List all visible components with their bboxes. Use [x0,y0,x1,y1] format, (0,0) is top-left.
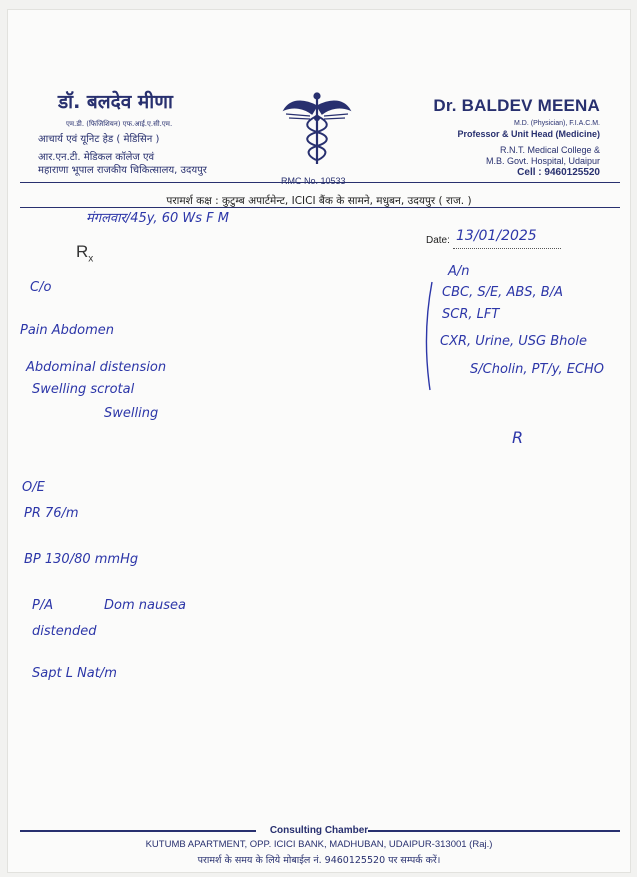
pa-finding: Dom nausea [104,598,186,613]
complaints-heading: C/o [30,280,52,295]
college-hindi: आर.एन.टी. मेडिकल कॉलेज एवं [38,152,155,163]
qualification-english: M.D. (Physician), F.I.A.C.M. [514,120,600,127]
advice-bracket [420,280,434,392]
pulse-rate: PR 76/m [24,506,79,521]
doctor-header-english [350,96,600,178]
date-label: Date: [426,235,450,246]
pa-heading: P/A [32,598,54,613]
doctor-header-hindi [38,88,298,177]
handwritten-mark: R [512,428,524,447]
header-divider-top [20,182,620,183]
doctor-name-english: Dr. BALDEV MEENA [433,96,600,115]
qualification-hindi: एम.डी. (फिजिशियन) एफ.आई.ए.सी.एम. [66,120,173,128]
complaint-item: Abdominal distension [26,360,167,375]
date-value: 13/01/2025 [456,228,537,244]
advice-item: SCR, LFT [442,307,500,322]
caduceus-logo-icon [282,90,352,168]
designation-hindi: आचार्य एवं यूनिट हेड ( मेडिसिन ) [38,134,160,145]
advice-heading: A/n [448,264,470,279]
complaint-item: Pain Abdomen [20,323,115,338]
examination-heading: O/E [22,480,45,495]
footer-title: Consulting Chamber [269,825,369,836]
handwritten-sign: Sapt L Nat/m [32,666,117,681]
blood-pressure: BP 130/80 mmHg [24,552,139,567]
college-english: R.N.T. Medical College & [499,145,600,155]
advice-item: S/Cholin, PT/y, ECHO [470,362,605,377]
footer-address: KUTUMB APARTMENT, OPP. ICICI BANK, MADHUBAN, UDAIPUR-313001 (Raj.) [145,839,493,850]
complaint-item: Swelling [104,406,159,421]
hospital-english: M.B. Govt. Hospital, Udaipur [485,156,600,166]
advice-item: CXR, Urine, USG Bhole [440,334,587,349]
date-underline [453,248,561,249]
patient-info: मंगलवार/45y, 60 Ws F M [86,211,229,226]
rx-symbol: $R_x$ [76,242,94,265]
complaint-item: Swelling scrotal [32,382,135,397]
hospital-hindi: महाराणा भूपाल राजकीय चिकित्सालय, उदयपुर [38,165,207,176]
cell-number: Cell : 9460125520 [517,167,600,178]
prescription-page [8,10,630,872]
clinic-address-hindi: परामर्श कक्ष : कुटुम्ब अपार्टमेन्ट, ICICI बैंक के सामने, मधुबन, उदयपुर ( राज. ) [166,195,472,207]
pa-finding: distended [32,624,97,639]
rmc-number: RMC No. 10533 [281,176,346,186]
footer-contact: परामर्श के समय के लिये मोबाईल नं. 9460125520 पर सम्पर्क करें। [197,855,441,866]
designation-english: Professor & Unit Head (Medicine) [457,129,600,139]
doctor-name-hindi: डॉ. बलदेव मीणा [58,91,173,113]
advice-item: CBC, S/E, ABS, B/A [442,285,563,300]
